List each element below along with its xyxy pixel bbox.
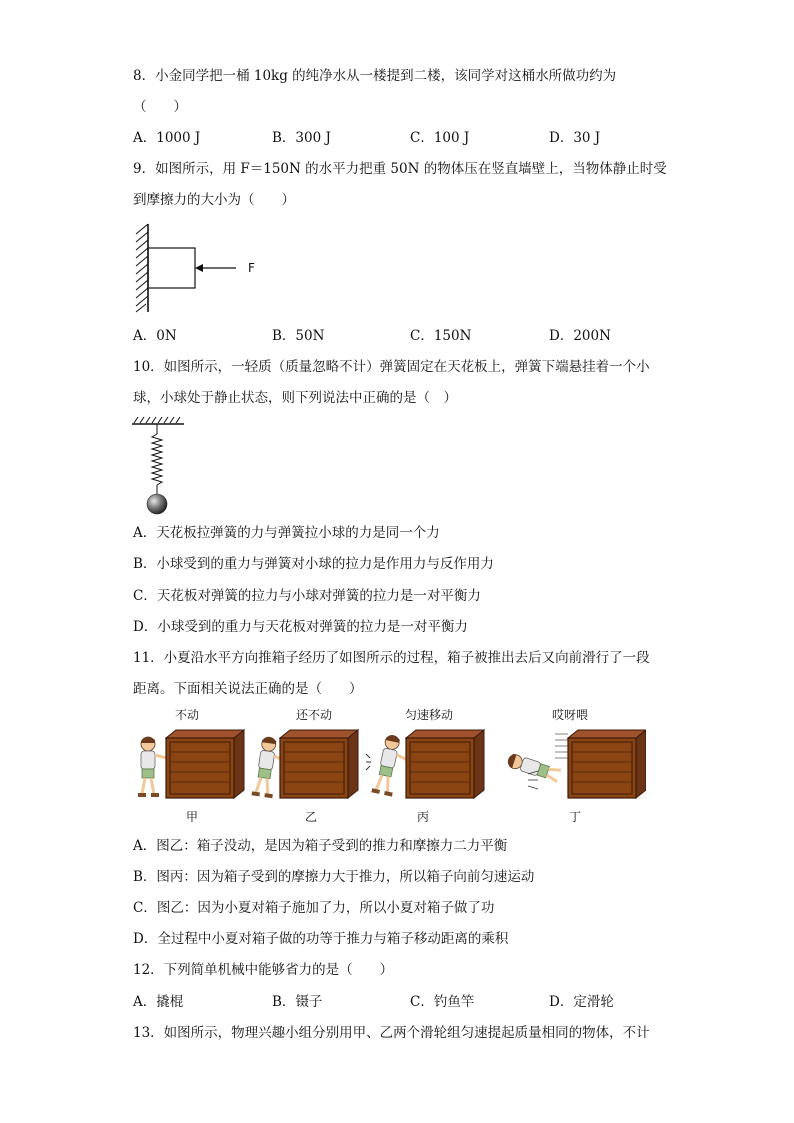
q12-option-c: C．钓鱼竿 [410, 994, 475, 1010]
q10-option-b: B．小球受到的重力与弹簧对小球的拉力是作用力与反作用力 [133, 556, 494, 572]
q10-stem-line2: 球，小球处于静止状态，则下列说法中正确的是（ ） [133, 390, 457, 406]
q11-stem-line2: 距离。下面相关说法正确的是（ ） [133, 681, 363, 697]
q12-options [133, 993, 693, 1011]
panel-caption-1: 不动 [175, 708, 200, 722]
q8-options [133, 129, 693, 147]
panel-label-bing: 丙 [417, 810, 430, 824]
q12-option-a: A．撬棍 [133, 994, 184, 1010]
q8-option-d: D．30 J [549, 130, 601, 146]
q9-options [133, 327, 693, 345]
q11-option-c: C．图乙：因为小夏对箱子施加了力，所以小夏对箱子做了功 [133, 900, 495, 916]
q12-option-d: D．定滑轮 [549, 994, 614, 1010]
q11-option-a: A．图乙：箱子没动，是因为箱子受到的推力和摩擦力二力平衡 [133, 838, 508, 854]
q9-stem-line1: 9．如图所示，用 F＝150N 的水平力把重 50N 的物体压在竖直墙壁上，当物体静止时受 [133, 161, 667, 177]
q8-stem-line2: （ ） [133, 99, 187, 115]
q10-option-a: A．天花板拉弹簧的力与弹簧拉小球的力是同一个力 [133, 525, 440, 541]
q10-stem-line1: 10．如图所示，一轻质（质量忽略不计）弹簧固定在天花板上，弹簧下端悬挂着一个小 [133, 359, 650, 375]
q11-stem-line1: 11．小夏沿水平方向推箱子经历了如图所示的过程，箱子被推出去后又向前滑行了一段 [133, 650, 650, 666]
q10-option-c: C．天花板对弹簧的拉力与小球对弹簧的拉力是一对平衡力 [133, 588, 481, 604]
pushing-box-illustration [130, 724, 646, 802]
panel-label-jia: 甲 [186, 810, 199, 824]
panel-caption-4: 哎呀喂 [552, 708, 589, 722]
spring-ball-diagram [130, 416, 190, 516]
q12-stem: 12．下列简单机械中能够省力的是（ ） [133, 962, 394, 978]
panel-caption-3: 匀速移动 [405, 708, 454, 722]
q8-option-b: B．300 J [272, 130, 331, 146]
q9-force-label: F [248, 261, 255, 275]
q8-stem-line1: 8．小金同学把一桶 10kg 的纯净水从一楼提到二楼，该同学对这桶水所做功约为 [133, 68, 617, 84]
q9-stem-line2: 到摩擦力的大小为（ ） [133, 192, 295, 208]
q11-option-d: D．全过程中小夏对箱子做的功等于推力与箱子移动距离的乘积 [133, 931, 509, 947]
q10-option-d: D．小球受到的重力与天花板对弹簧的拉力是一对平衡力 [133, 619, 468, 635]
q9-option-a: A．0N [133, 328, 177, 344]
q10-spring-figure [130, 416, 190, 516]
q9-option-b: B．50N [272, 328, 325, 344]
q11-option-b: B．图丙：因为箱子受到的摩擦力大于推力，所以箱子向前匀速运动 [133, 869, 535, 885]
q8-option-a: A．1000 J [133, 130, 201, 146]
q9-option-d: D．200N [549, 328, 611, 344]
panel-label-yi: 乙 [305, 810, 318, 824]
q9-option-c: C．150N [410, 328, 472, 344]
q11-pushing-box-figure [130, 724, 646, 802]
panel-caption-2: 还不动 [296, 708, 333, 722]
q13-stem-line1: 13．如图所示，物理兴趣小组分别用甲、乙两个滑轮组匀速提起质量相同的物体，不计 [133, 1025, 650, 1041]
panel-label-ding: 丁 [569, 810, 582, 824]
q12-option-b: B．镊子 [272, 994, 323, 1010]
q8-option-c: C．100 J [410, 130, 470, 146]
